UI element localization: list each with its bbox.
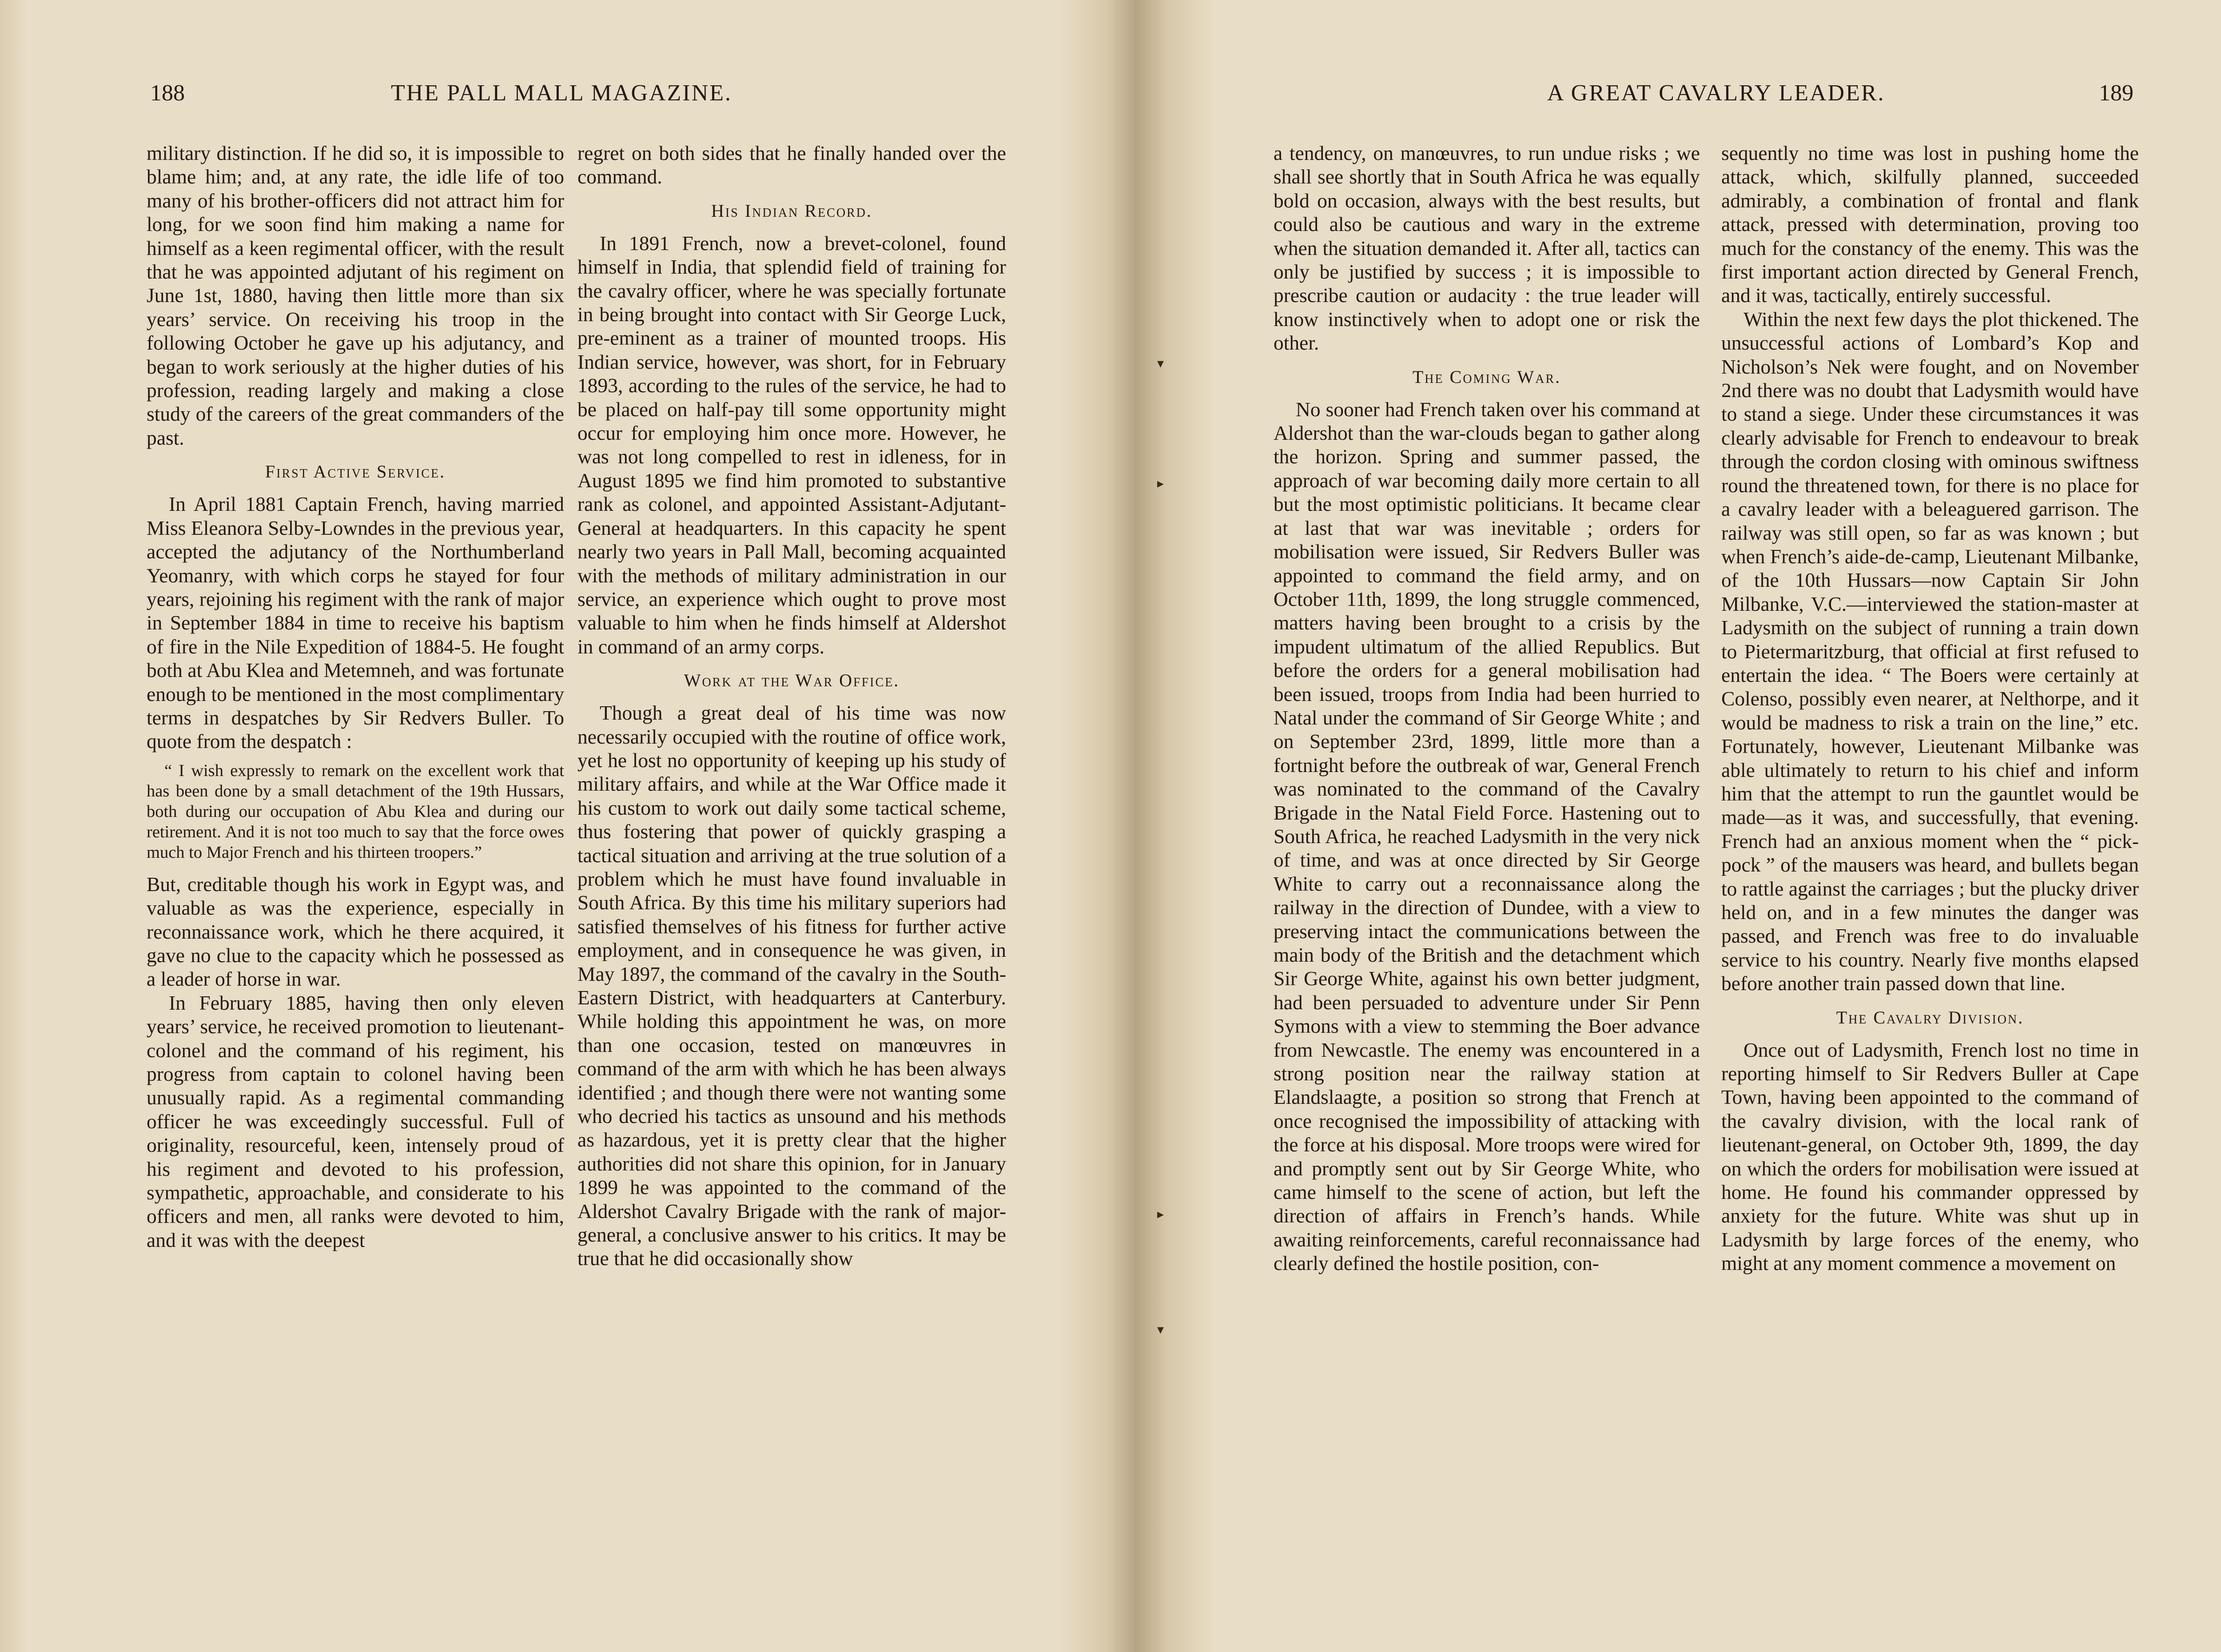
- running-head-right: A GREAT CAVALRY LEADER.: [1547, 80, 1885, 106]
- paragraph: In 1891 French, now a brevet-colonel, found himself in India, that splendid field of training for the cavalry officer, where he was specially fortunate in being brought into contact with Sir George Luck, pre-eminent as a trainer of mounted troops. His Indian service, however, was short, for in February 1893, according to the rules of the service, he had to be placed on half-pay till some opportunity might occur for employing him once more. However, he was not long compelled to rest in idleness, for in August 1895 we find him promoted to substantive rank as colonel, and appointed Assistant-Adjutant-General at headquarters. In this capacity he spent nearly two years in Pall Mall, becoming acquainted with the methods of military administration in our service, an experience which ought to prove most valuable to him when he finds himself at Aldershot in command of an army corps.: [577, 231, 1006, 658]
- binding-thread-mark: ▸: [1157, 476, 1164, 491]
- paragraph: Once out of Ladysmith, French lost no time in reporting himself to Sir Redvers Buller at Cape Town, having been appointed to the command of the cavalry division, with the local rank of lieutenant-general, on October 9th, 1899, the day on which the orders for mobilisation were issued at home. He found his commander oppressed by anxiety for the future. White was shut up in Ladysmith by large forces of the enemy, who might at any moment commence a movement on: [1721, 1038, 2139, 1275]
- paragraph: In February 1885, having then only eleven years’ service, he received promotion to lieutenant-colonel and the command of his regiment, his progress from captain to colonel having been unusually rapid. As a regimental commanding officer he was exceedingly successful. Full of originality, resourceful, keen, intensely proud of his regiment and devoted to his profession, sympathetic, approachable, and considerate to his officers and men, all ranks were devoted to him, and it was with the deepest: [147, 991, 564, 1251]
- paragraph: Within the next few days the plot thickened. The unsuccessful actions of Lombard’s Kop and Nicholson’s Nek were fought, and on November 2nd there was no doubt that Ladysmith would have to stand a siege. Under these circumstances it was clearly advisable for French to endeavour to break through the cordon closing with ominous swiftness round the threatened town, for there is no place for a cavalry leader with a beleaguered garrison. The railway was still open, so far as was known ; but when French’s aide-de-camp, Lieutenant Milbanke, of the 10th Hussars—now Captain Sir John Milbanke, V.C.—interviewed the station-master at Ladysmith on the subject of running a train down to Pietermaritzburg, that official at first refused to entertain the idea. “ The Boers were certainly at Colenso, possibly even nearer, at Nelthorpe, and it would be madness to risk a train on the line,” etc. Fortunately, however, Lieutenant Milbanke was able ultimately to return to his chief and inform him that the attempt to run the gauntlet would be made—as it was, and successfully, that evening. French had an anxious moment when the “ pick-pock ” of the mausers was heard, and bullets began to rattle against the carriages ; but the plucky driver held on, and in a few minutes the danger was passed, and French was free to do invaluable service to his country. Nearly five months elapsed before another train passed down that line.: [1721, 307, 2139, 995]
- running-head-left: THE PALL MALL MAGAZINE.: [391, 80, 732, 106]
- paragraph: No sooner had French taken over his command at Aldershot than the war-clouds began to gather along the horizon. Spring and summer passed, the approach of war becoming daily more certain to all but the most optimistic politicians. It became clear at last that war was inevitable ; orders for mobilisation were issued, Sir Redvers Buller was appointed to command the field army, and on October 11th, 1899, the long struggle commenced, matters having been brought to a crisis by the impudent ultimatum of the allied Republics. But before the orders for a general mobilisation had been issued, troops from India had been hurried to Natal under the command of Sir George White ; and on September 23rd, 1899, little more than a fortnight before the outbreak of war, General French was nominated to the command of the Cavalry Brigade in the Natal Field Force. Hastening out to South Africa, he reached Ladysmith in the very nick of time, and was at once directed by Sir George White to carry out a reconnaissance along the railway in the direction of Dundee, with a view to preserving intact the communications between the main body of the British and the detachment which Sir George White, against his own better judgment, had been persuaded to adventure under Sir Penn Symons with a view to stemming the Boer advance from Newcastle. The enemy was encountered in a strong position near the railway station at Elandslaagte, a position so strong that French at once recognised the impossibility of attacking with the force at his disposal. More troops were wired for and promptly sent out by Sir George White, who came himself to the scene of action, but left the direction of affairs in French’s hands. While awaiting reinforcements, careful reconnaissance had clearly defined the hostile position, con-: [1274, 398, 1700, 1275]
- paragraph: Though a great deal of his time was now necessarily occupied with the routine of office work, yet he lost no opportunity of keeping up his study of military affairs, and while at the War Office made it his custom to work out daily some tactical scheme, thus fostering that power of quickly grasping a tactical situation and arriving at the true solution of a problem which he must have found invaluable in South Africa. By this time his military superiors had satisfied themselves of his fitness for further active employment, and in consequence he was given, in May 1897, the command of the cavalry in the South-Eastern District, with headquarters at Canterbury. While holding this appointment he was, on more than one occasion, tested on manœuvres in command of the arm with which he has been always identified ; and though there were not wanting some who decried his tactics as unsound and his methods as hazardous, yet it is pretty clear that the higher authorities did not share this opinion, for in January 1899 he was appointed to the command of the Aldershot Cavalry Brigade with the rank of major-general, a conclusive answer to his critics. It may be true that he did occasionally show: [577, 701, 1006, 1270]
- section-heading: The Coming War.: [1412, 366, 1561, 387]
- paragraph: regret on both sides that he finally handed over the command.: [577, 142, 1006, 188]
- right-page-column-1: [1274, 141, 1700, 1550]
- paragraph: sequently no time was lost in pushing home the attack, which, skilfully planned, succeeded admirably, a combination of frontal and flank attack, pressed with determination, proving too much for the constancy of the enemy. This was the first important action directed by General French, and it was, tactically, entirely successful.: [1721, 142, 2139, 307]
- right-page-column-2: [1721, 141, 2139, 1550]
- section-heading: Work at the War Office.: [684, 670, 900, 691]
- binding-thread-mark: ▾: [1157, 356, 1164, 371]
- section-heading: His Indian Record.: [711, 200, 872, 221]
- binding-thread-mark: ▾: [1157, 1322, 1164, 1337]
- right-page: [1135, 0, 2221, 1652]
- despatch-quote: [147, 760, 564, 863]
- paragraph: military distinction. If he did so, it is impossible to blame him; and, at any rate, the idle life of too many of his brother-officers did not attract him for long, for we soon find him making a name for himself as a keen regimental officer, with the result that he was appointed adjutant of his regiment on June 1st, 1880, having then little more than six years’ service. On receiving his troop in the following October he gave up his adjutancy, and began to work seriously at the higher duties of his profession, reading largely and making a close study of the careers of the great commanders of the past.: [147, 142, 564, 449]
- binding-thread-mark: ▸: [1157, 1207, 1164, 1222]
- page-number-left: 188: [150, 80, 185, 106]
- quote-text: “ I wish expressly to remark on the excellent work that has been done by a small detachment of the 19th Hussars, both during our occupation of Abu Klea and during our retirement. And it is not too much to say that the force owes much to Major French and his thirteen troopers.”: [147, 761, 564, 862]
- paragraph: a tendency, on manœuvres, to run undue risks ; we shall see shortly that in South Africa he was equally bold on occasion, always with the best results, but could also be cautious and wary in the extreme when the situation demanded it. After all, tactics can only be justified by success ; it is impossible to prescribe caution or audacity : the true leader will know instinctively when to adopt one or risk the other.: [1274, 142, 1700, 354]
- left-page-column-1: [147, 141, 564, 1550]
- left-page-column-2: [577, 141, 1006, 1550]
- page-number-right: 189: [2099, 80, 2133, 106]
- section-heading: The Cavalry Division.: [1836, 1007, 2024, 1027]
- paragraph: In April 1881 Captain French, having married Miss Eleanora Selby-Lowndes in the previous year, accepted the adjutancy of the Northumberland Yeomanry, with which corps he stayed for four years, rejoining his regiment with the rank of major in September 1884 in time to receive his baptism of fire in the Nile Expedition of 1884-5. He fought both at Abu Klea and Metemneh, and was fortunate enough to be mentioned in the most complimentary terms in despatches by Sir Redvers Buller. To quote from the despatch :: [147, 493, 564, 753]
- section-heading: First Active Service.: [265, 462, 446, 482]
- paragraph: But, creditable though his work in Egypt was, and valuable as was the experience, especially in reconnaissance work, which he there acquired, it gave no clue to the capacity which he possessed as a leader of horse in war.: [147, 872, 564, 991]
